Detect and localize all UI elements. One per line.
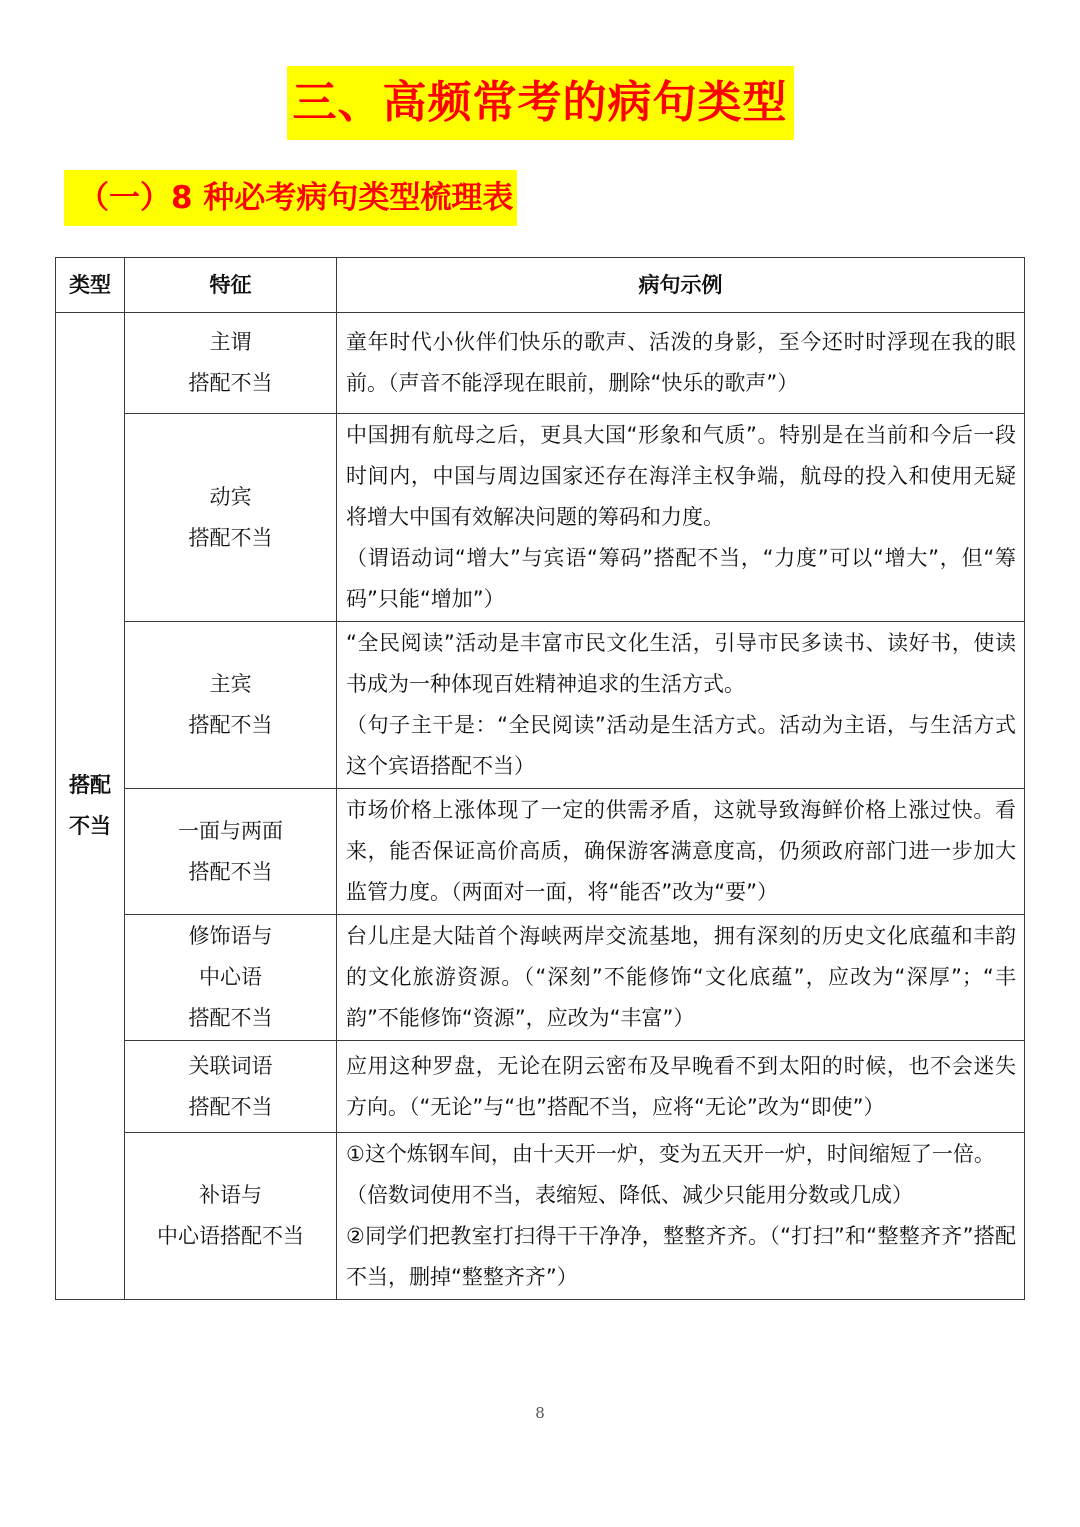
example-text: 市场价格上涨体现了一定的供需矛盾，这就导致海鲜价格上涨过快。看来，能否保证高价高质，确保游客满意度高，仍须政府部门进一步加大监管力度。（两面对一面，将“能否”改为“要”）: [346, 798, 1016, 904]
example-text: 应用这种罗盘，无论在阴云密布及早晚看不到太阳的时候，也不会迷失方向。（“无论”与“也”搭配不当，应将“无论”改为“即使”）: [346, 1053, 1016, 1119]
example-note: （句子主干是：“全民阅读”活动是生活方式。活动为主语，与生活方式这个宾语搭配不当）: [346, 713, 1016, 778]
section-subtitle: （一）8 种必考病句类型梳理表: [64, 170, 517, 226]
example-text: 童年时代小伙伴们快乐的歌声、活泼的身影，至今还时时浮现在我的眼前。（声音不能浮现在眼前，删除“快乐的歌声”）: [346, 330, 1016, 395]
feature-line: 主宾: [209, 672, 252, 696]
example-cell: [337, 1133, 1025, 1300]
header-type: 类型: [56, 258, 125, 313]
category-cell: [56, 313, 125, 1300]
example-cell: [337, 414, 1025, 622]
category-line: 不当: [69, 814, 111, 838]
feature-line: 中心语搭配不当: [157, 1224, 304, 1248]
table-row: [56, 622, 1025, 789]
page-number: 8: [535, 1404, 545, 1422]
table-row: [56, 915, 1025, 1041]
table-row: [56, 313, 1025, 414]
category-line: 搭配: [69, 773, 111, 797]
example-text: ①这个炼钢车间，由十天开一炉，变为五天开一炉，时间缩短了一倍。: [346, 1142, 995, 1166]
feature-line: 修饰语与: [188, 924, 273, 948]
example-note: （倍数词使用不当，表缩短、降低、减少只能用分数或几成）: [346, 1183, 913, 1207]
example-text: “全民阅读”活动是丰富市民文化生活，引导市民多读书、读好书，使读书成为一种体现百姓精神追求的生活方式。: [346, 631, 1016, 696]
example-cell: [337, 915, 1025, 1041]
example-cell: [337, 313, 1025, 414]
feature-cell: [125, 313, 337, 414]
header-example: 病句示例: [337, 258, 1025, 313]
feature-line: 中心语: [199, 965, 262, 989]
feature-line: 搭配不当: [188, 1094, 273, 1119]
example-text: ②同学们把教室打扫得干干净净，整整齐齐。（“打扫”和“整整齐齐”搭配不当，删掉“整整齐齐”）: [346, 1224, 1016, 1289]
feature-cell: [125, 622, 337, 789]
feature-cell: [125, 915, 337, 1041]
example-note: （谓语动词“增大”与宾语“筹码”搭配不当，“力度”可以“增大”，但“筹码”只能“增加”）: [346, 546, 1016, 611]
table-header-row: [56, 258, 1025, 313]
feature-cell: [125, 1041, 337, 1133]
example-cell: [337, 1041, 1025, 1133]
main-title: 三、高频常考的病句类型: [287, 66, 794, 140]
feature-cell: [125, 1133, 337, 1300]
table-row: [56, 1041, 1025, 1133]
table-row: [56, 414, 1025, 622]
header-feature: 特征: [125, 258, 337, 313]
feature-line: 搭配不当: [188, 859, 273, 884]
feature-cell: [125, 414, 337, 622]
feature-line: 搭配不当: [188, 525, 273, 550]
feature-line: 搭配不当: [188, 1006, 273, 1030]
feature-line: 关联词语: [188, 1053, 273, 1078]
example-cell: [337, 622, 1025, 789]
main-title-container: [0, 66, 1080, 140]
example-text: 台儿庄是大陆首个海峡两岸交流基地，拥有深刻的历史文化底蕴和丰韵的文化旅游资源。（“深刻”不能修饰“文化底蕴”，应改为“深厚”；“丰韵”不能修饰“资源”，应改为“丰富”）: [346, 924, 1016, 1030]
feature-line: 搭配不当: [188, 713, 273, 737]
feature-line: 搭配不当: [188, 371, 273, 395]
feature-line: 补语与: [199, 1183, 262, 1207]
example-text: 中国拥有航母之后，更具大国“形象和气质”。特别是在当前和今后一段时间内，中国与周边国家还存在海洋主权争端，航母的投入和使用无疑将增大中国有效解决问题的筹码和力度。: [346, 423, 1016, 529]
table-row: [56, 789, 1025, 915]
example-cell: [337, 789, 1025, 915]
feature-line: 动宾: [209, 484, 252, 509]
table-row: [56, 1133, 1025, 1300]
feature-line: 主谓: [209, 330, 252, 354]
feature-line: 一面与两面: [178, 818, 283, 843]
error-types-table: [55, 257, 1025, 1300]
feature-cell: [125, 789, 337, 915]
